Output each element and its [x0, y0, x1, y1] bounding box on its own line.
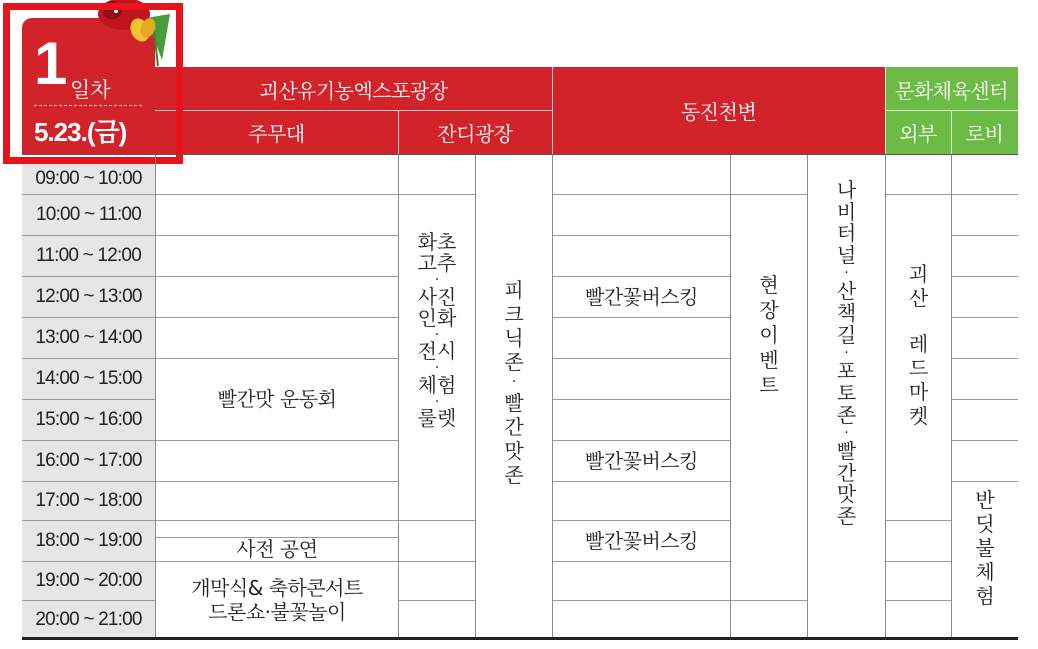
- event-pre-show: 사전 공연: [236, 537, 318, 561]
- event-red-pepper-sports: 빨간맛 운동회: [217, 386, 337, 411]
- header-divider: [885, 67, 886, 154]
- header-divider: [398, 111, 399, 154]
- day-date: 5.23.(금): [34, 117, 127, 147]
- grid-line: [552, 154, 553, 638]
- event-rice-experience: 반 딧 불 체 험: [975, 488, 995, 608]
- header-culture-center: 문화체육센터: [885, 67, 1018, 111]
- header-divider: [155, 110, 552, 111]
- header-dongjin: 동진천변: [552, 67, 885, 154]
- header-main-stage: 주무대: [155, 111, 398, 154]
- event-lawn-activities: 화초 고추 · 사진 인화 · 전시 · 체험 · 룰렛: [417, 230, 457, 431]
- time-slot: 11:00 ~ 12:00: [36, 245, 141, 266]
- event-butterfly-tunnel: 나 비 터 널 · 산 책 길 · 포 토 존 · 빨 간 맛 존: [836, 178, 857, 529]
- event-busking-1: 빨간꽃버스킹: [585, 284, 698, 309]
- header-lawn-plaza: 잔디광장: [398, 111, 552, 154]
- table-bottom-rule: [22, 637, 1018, 640]
- time-slot: 20:00 ~ 21:00: [35, 608, 142, 630]
- day-number: 1: [34, 30, 68, 97]
- event-onsite: 현 장 이 벤 트: [759, 273, 779, 397]
- event-busking-2: 빨간꽃버스킹: [585, 448, 698, 473]
- header-lobby: 로비: [951, 111, 1018, 154]
- time-slot: 18:00 ~ 19:00: [35, 530, 142, 551]
- event-opening-line2: 드론쇼·불꽃놀이: [208, 599, 346, 624]
- time-slot: 17:00 ~ 18:00: [35, 490, 142, 511]
- event-picnic-zone: 피 크 닉 존 · 빨 간 맛 존: [504, 278, 524, 487]
- header-divider: [552, 67, 553, 154]
- badge-highlight-frame: [3, 3, 183, 164]
- event-busking-3: 빨간꽃버스킹: [585, 528, 698, 553]
- event-red-market: 괴 산 레 드 마 켓: [908, 262, 929, 428]
- time-slot: 19:00 ~ 20:00: [35, 570, 142, 591]
- time-slot: 16:00 ~ 17:00: [35, 450, 142, 471]
- time-slot: 12:00 ~ 13:00: [35, 286, 142, 307]
- header-outside: 외부: [885, 111, 951, 154]
- event-opening-line1: 개막식& 축하콘서트: [191, 575, 363, 600]
- time-slot: 13:00 ~ 14:00: [35, 327, 142, 348]
- time-slot: 10:00 ~ 11:00: [36, 204, 141, 225]
- header-divider: [951, 111, 952, 154]
- time-slot: 15:00 ~ 16:00: [35, 409, 142, 430]
- time-slot: 14:00 ~ 15:00: [35, 368, 142, 389]
- time-slot: 09:00 ~ 10:00: [35, 168, 142, 189]
- grid-line: [22, 154, 1018, 155]
- header-goesan-expo: 괴산유기농엑스포광장: [155, 67, 552, 111]
- day-unit: 일차: [70, 78, 111, 102]
